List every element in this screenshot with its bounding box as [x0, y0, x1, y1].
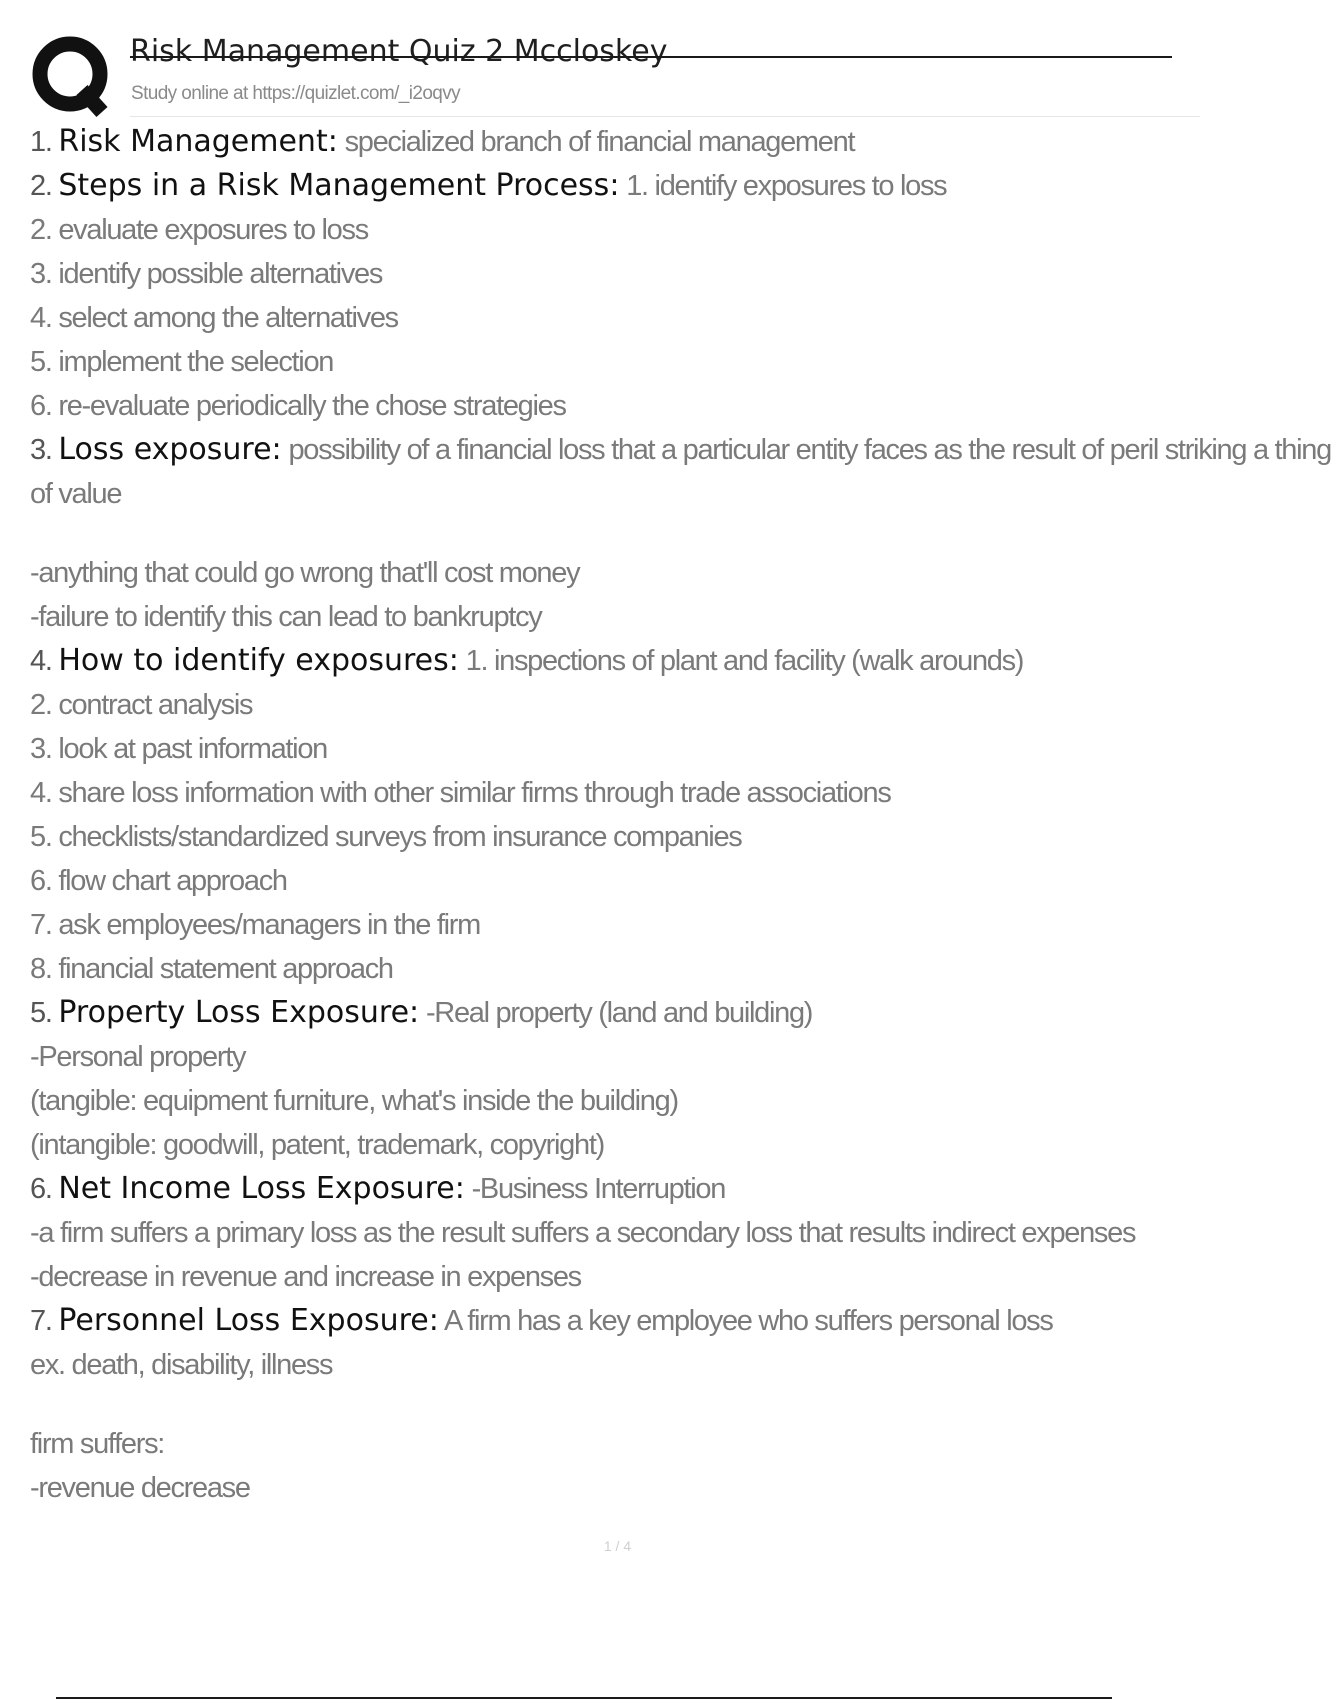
entry-term: Net Income Loss Exposure:: [58, 1171, 465, 1206]
entry-term: Loss exposure:: [58, 432, 282, 467]
entry-definition: A firm has a key employee who suffers personal loss: [444, 1305, 1053, 1337]
flashcard-entry: [30, 164, 1200, 208]
flashcard-entry: [30, 428, 1331, 472]
entry-term: Risk Management:: [58, 124, 338, 159]
definition-line: 4. share loss information with other similar firms through trade associations: [30, 777, 891, 809]
definition-line: firm suffers:: [30, 1428, 165, 1460]
definition-line: 5. checklists/standardized surveys from insurance companies: [30, 821, 742, 853]
definition-line: 2. evaluate exposures to loss: [30, 214, 368, 246]
flashcard-entry: [30, 991, 1200, 1035]
title-rule: [130, 56, 1172, 58]
blank-line: [30, 516, 1200, 551]
entry-definition: -Real property (land and building): [425, 997, 813, 1029]
entry-term: How to identify exposures:: [58, 643, 459, 678]
definition-line: 5. implement the selection: [30, 346, 334, 378]
entry-number: 7.: [30, 1305, 52, 1337]
entry-definition: specialized branch of financial management: [344, 126, 855, 158]
definition-line: -a firm suffers a primary loss as the result suffers a secondary loss that results indirect expenses: [30, 1217, 1136, 1249]
flashcard-entry: [30, 120, 1200, 164]
entry-number: 1.: [30, 126, 52, 158]
document-header: [30, 30, 1200, 118]
definition-line: -failure to identify this can lead to bankruptcy: [30, 601, 542, 633]
header-divider: [130, 116, 1200, 117]
definition-line: -anything that could go wrong that'll cost money: [30, 557, 580, 589]
definition-line: 8. financial statement approach: [30, 953, 393, 985]
definition-line: 7. ask employees/managers in the firm: [30, 909, 480, 941]
flashcard-entry: [30, 639, 1200, 683]
flashcard-entry: [30, 1299, 1200, 1343]
entry-term: Property Loss Exposure:: [58, 995, 420, 1030]
definition-line: 6. flow chart approach: [30, 865, 287, 897]
entry-definition: 1. inspections of plant and facility (walk arounds): [465, 645, 1024, 677]
definition-line: (tangible: equipment furniture, what's inside the building): [30, 1085, 678, 1117]
entry-definition: -Business Interruption: [471, 1173, 726, 1205]
definition-line: 3. look at past information: [30, 733, 327, 765]
definition-line: of value: [30, 478, 122, 510]
definition-line: -revenue decrease: [30, 1472, 250, 1504]
definition-line: -Personal property: [30, 1041, 246, 1073]
definition-line: -decrease in revenue and increase in expenses: [30, 1261, 581, 1293]
definition-line: (intangible: goodwill, patent, trademark, copyright): [30, 1129, 604, 1161]
blank-line: [30, 1387, 1200, 1422]
definition-line: 3. identify possible alternatives: [30, 258, 383, 290]
page-indicator: 1 / 4: [603, 1538, 632, 1554]
entry-definition: possibility of a financial loss that a particular entity faces as the result of peril striking a thing: [288, 434, 1331, 466]
entry-term: Personnel Loss Exposure:: [58, 1303, 439, 1338]
entry-number: 2.: [30, 170, 52, 202]
entry-number: 4.: [30, 645, 52, 677]
entry-number: 5.: [30, 997, 52, 1029]
entry-definition: 1. identify exposures to loss: [626, 170, 947, 202]
definition-line: 2. contract analysis: [30, 689, 253, 721]
footer-rule: [56, 1697, 1112, 1699]
study-online-subtitle: Study online at https://quizlet.com/_i2oqvy: [131, 83, 461, 104]
entry-term: Steps in a Risk Management Process:: [58, 168, 620, 203]
entry-number: 3.: [30, 434, 52, 466]
definition-line: ex. death, disability, illness: [30, 1349, 333, 1381]
flashcard-entry: [30, 1167, 1200, 1211]
definition-line: 6. re-evaluate periodically the chose strategies: [30, 390, 566, 422]
entry-number: 6.: [30, 1173, 52, 1205]
quizlet-q-logo-icon: [30, 34, 112, 116]
document-title: Risk Management Quiz 2 Mccloskey: [130, 34, 668, 69]
definition-line: 4. select among the alternatives: [30, 302, 398, 334]
flashcard-list: [30, 120, 1331, 1510]
